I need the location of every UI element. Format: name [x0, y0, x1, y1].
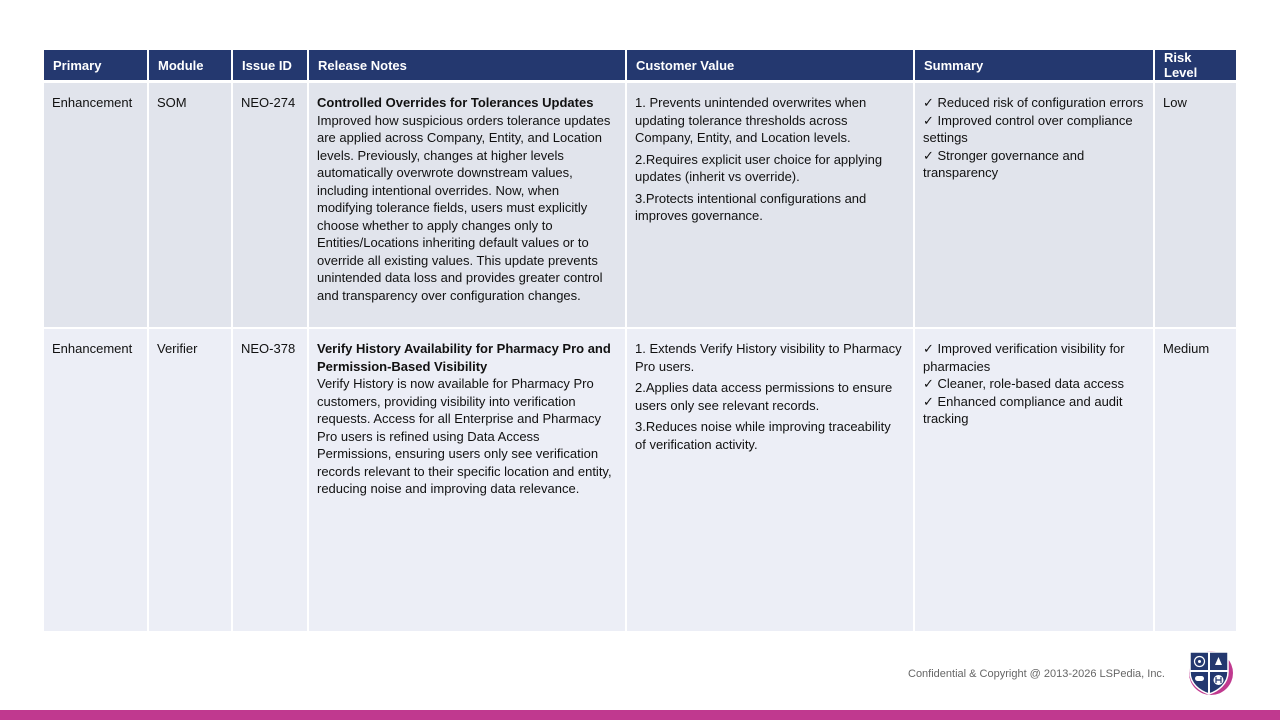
logo-quadrant-pill: [1195, 676, 1204, 681]
summary-item: ✓ Improved control over compliance settings: [923, 112, 1133, 145]
table-row: [44, 83, 1236, 329]
table-row: [44, 329, 1236, 633]
release-note-body: Verify History is now available for Pharmacy Pro customers, providing visibility into verification requests. Access for all Enterprise and Pharmacy Pro users is refined using Data Access Permissions, ensuring users only see verification records relevant to their specific location and entity, reducing noise and improving data relevance.: [317, 376, 612, 496]
cell-module: SOM: [149, 83, 233, 329]
header-risk-level: Risk Level: [1155, 50, 1236, 83]
cell-module: Verifier: [149, 329, 233, 633]
release-note-title: Verify History Availability for Pharmacy Pro and Permission-Based Visibility: [317, 341, 611, 374]
summary-item: ✓ Cleaner, role-based data access: [923, 376, 1124, 391]
summary-item: ✓ Improved verification visibility for pharmacies: [923, 341, 1125, 374]
customer-value-item: 3.Reduces noise while improving traceability of verification activity.: [635, 419, 891, 452]
bottom-accent-bar: [0, 710, 1280, 720]
summary-item: ✓ Stronger governance and transparency: [923, 147, 1085, 180]
header-issue-id: Issue ID: [233, 50, 309, 83]
customer-value-item: 2.Requires explicit user choice for applying updates (inherit vs override).: [635, 151, 883, 184]
cell-risk-level: Medium: [1155, 329, 1236, 633]
summary-item: ✓ Reduced risk of configuration errors: [923, 95, 1144, 110]
header-release-notes: Release Notes: [309, 50, 627, 83]
header-summary: Summary: [915, 50, 1155, 83]
release-notes-table: [44, 50, 1236, 633]
copyright-footer: Confidential & Copyright @ 2013-2026 LSPedia, Inc.: [908, 668, 1165, 680]
cell-issue-id: NEO-378: [233, 329, 309, 633]
cell-customer-value: [627, 329, 915, 633]
cell-summary: [915, 329, 1155, 633]
cell-primary: Enhancement: [44, 83, 149, 329]
cell-issue-id: NEO-274: [233, 83, 309, 329]
shield-crest-logo-icon: [1184, 648, 1234, 696]
summary-item: ✓ Enhanced compliance and audit tracking: [923, 393, 1123, 426]
cell-risk-level: Low: [1155, 83, 1236, 329]
table-header-row: [44, 50, 1236, 83]
cell-release-notes: [309, 83, 627, 329]
customer-value-item: 1. Extends Verify History visibility to Pharmacy Pro users.: [635, 341, 902, 374]
header-primary: Primary: [44, 50, 149, 83]
logo-quadrant-dot: [1198, 660, 1201, 663]
customer-value-item: 3.Protects intentional configurations and improves governance.: [635, 190, 867, 223]
cell-release-notes: [309, 329, 627, 633]
cell-customer-value: [627, 83, 915, 329]
cell-primary: Enhancement: [44, 329, 149, 633]
header-customer-value: Customer Value: [627, 50, 915, 83]
release-note-title: Controlled Overrides for Tolerances Updates: [317, 95, 594, 110]
release-note-body: Improved how suspicious orders tolerance updates are applied across Company, Entity, and Location levels. Previously, changes at higher levels automatically overwrote downstream values, including intentional overrides. Now, when modifying tolerance fields, users must explicitly choose whether to apply changes only to Entities/Locations inheriting default values or to override all existing values. This update prevents unintended data loss and provides greater control and transparency over configuration changes.: [317, 112, 611, 303]
customer-value-item: 1. Prevents unintended overwrites when updating tolerance thresholds across Company, Entity, and Location levels.: [635, 95, 867, 145]
header-module: Module: [149, 50, 233, 83]
cell-summary: [915, 83, 1155, 329]
customer-value-item: 2.Applies data access permissions to ensure users only see relevant records.: [635, 380, 893, 413]
